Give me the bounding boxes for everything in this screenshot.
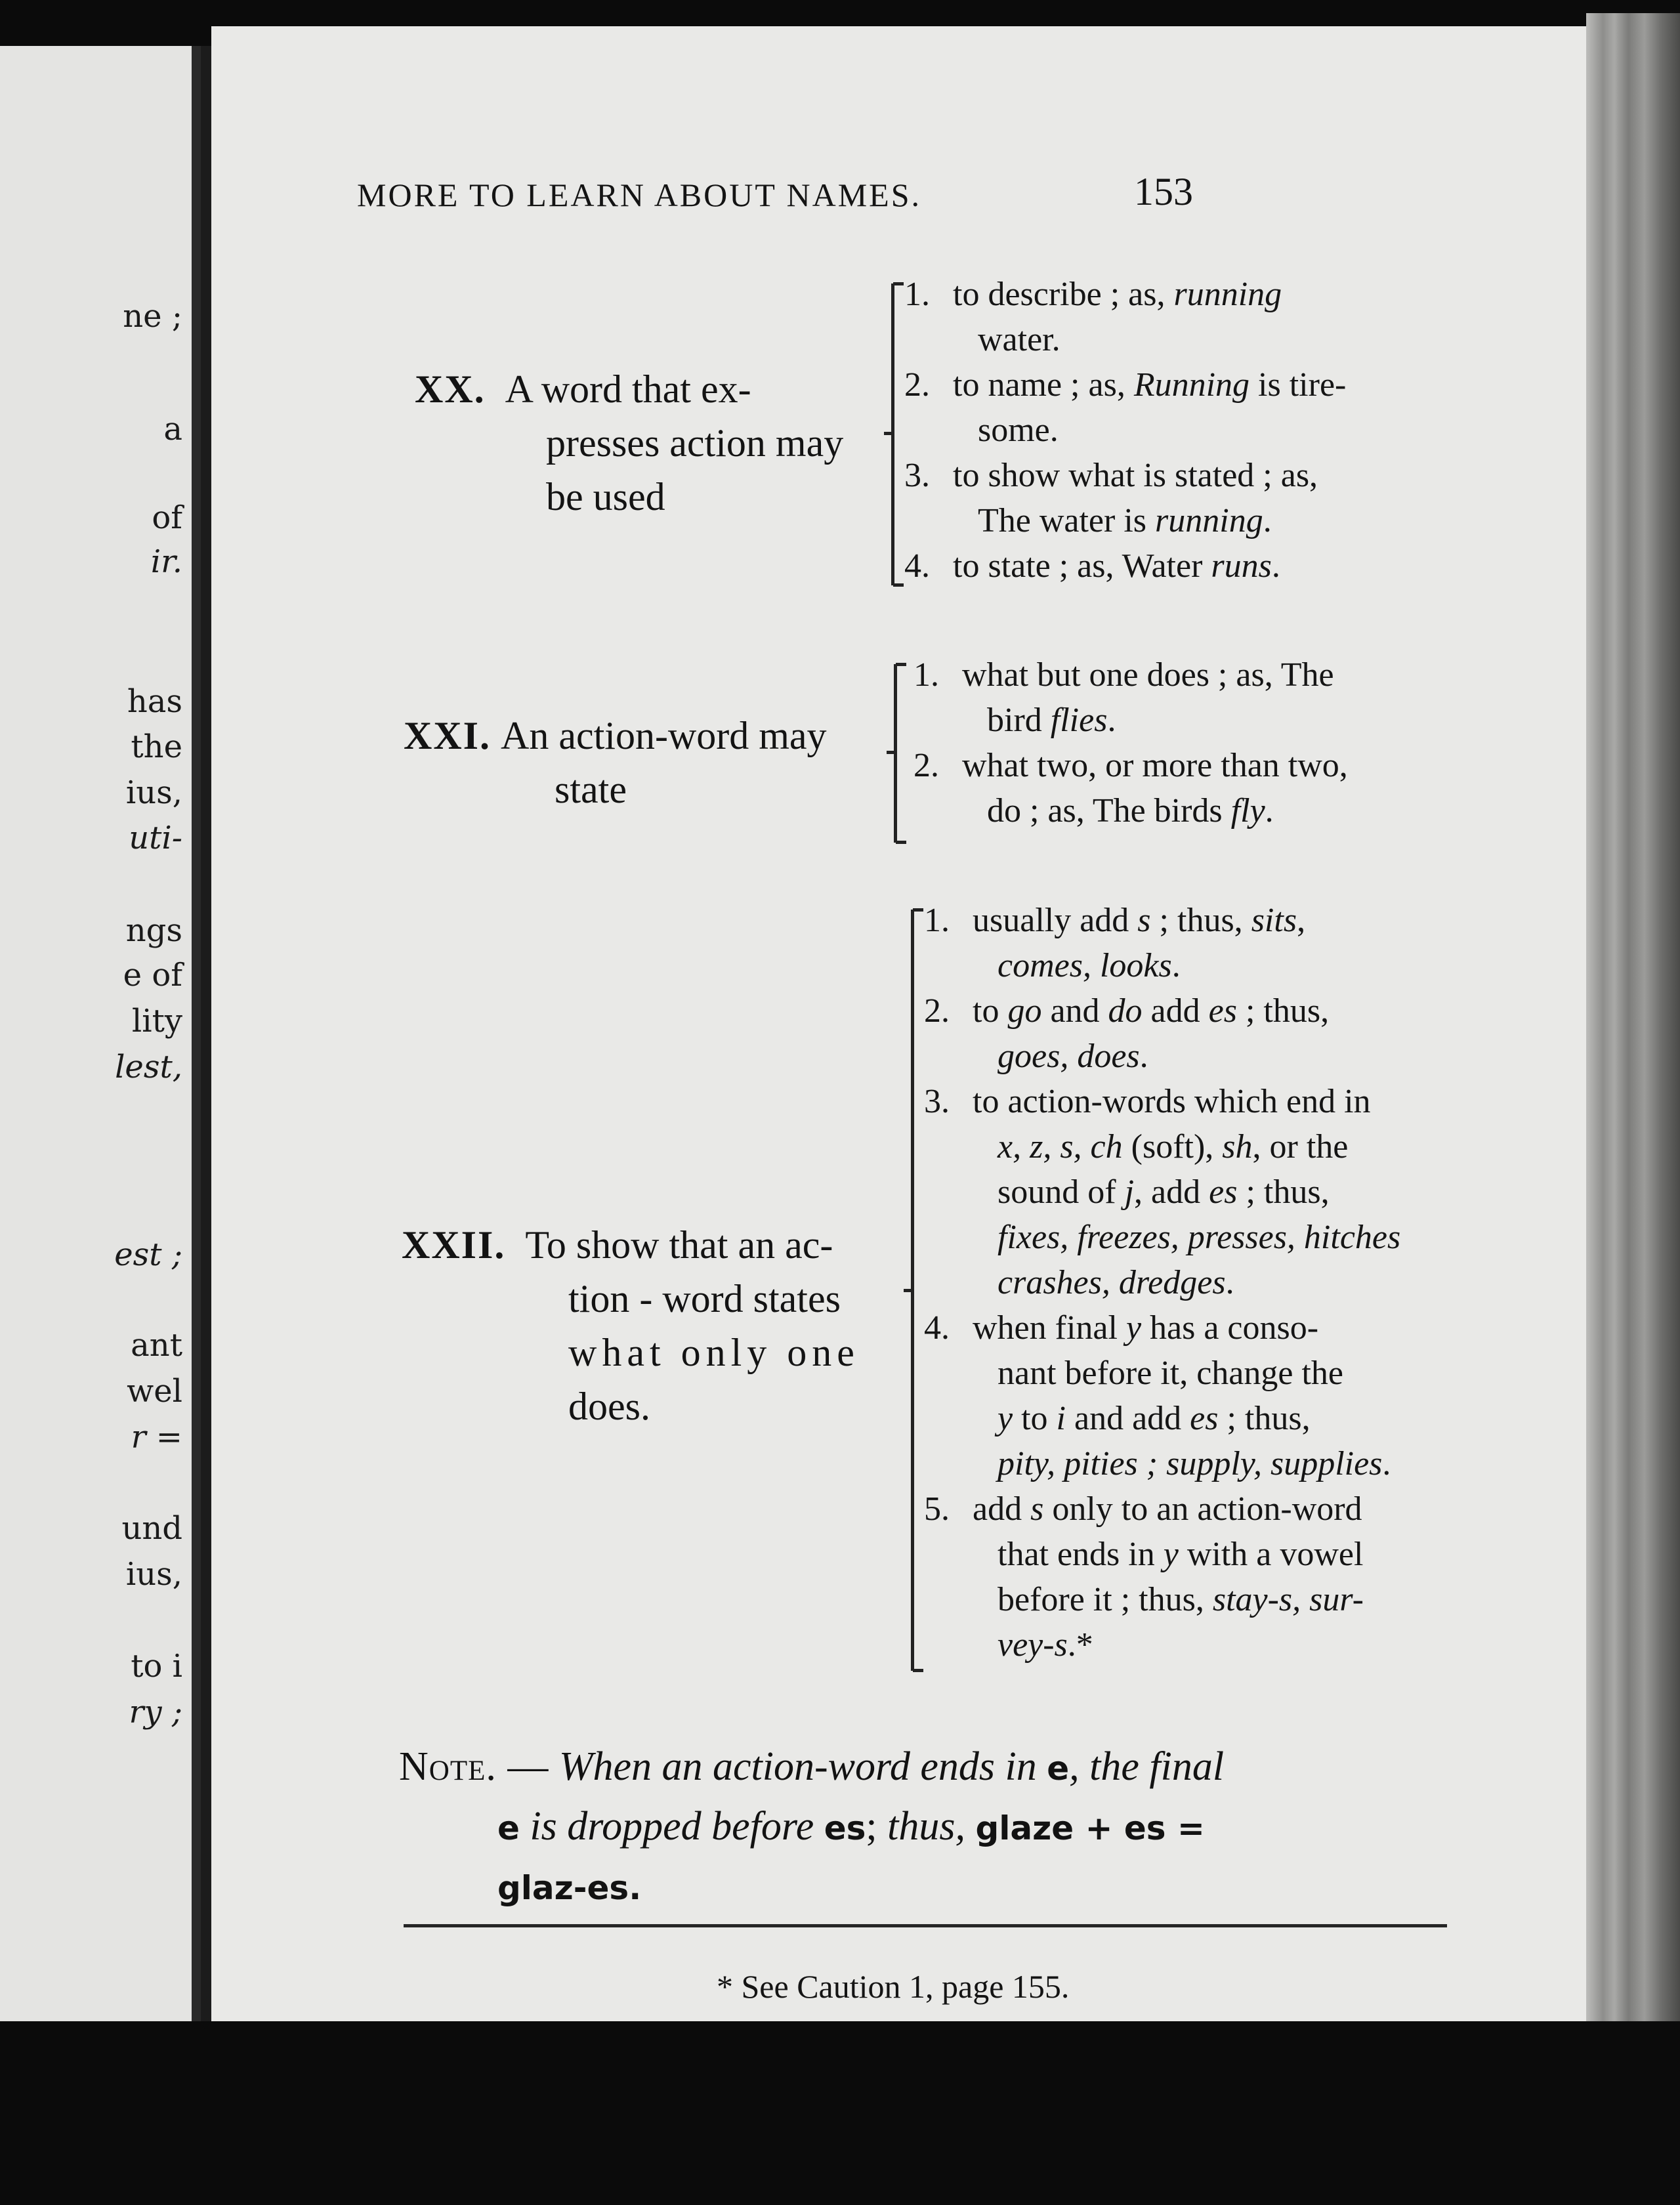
note-letter: e (1047, 1750, 1070, 1788)
rule-item-line: x, z, s, ch (soft), sh, or the (998, 1128, 1349, 1166)
page-edge (1586, 13, 1680, 2021)
rule-item-line (924, 1486, 1400, 1532)
rule-item-line: fixes, freezes, presses, hitches (998, 1219, 1401, 1256)
fragment: ius, (125, 1556, 182, 1593)
rule-xx-items (904, 272, 1346, 589)
item-text: to action-words which end in (973, 1083, 1371, 1120)
facing-page (0, 46, 201, 2021)
rule-text: does. (568, 1385, 650, 1428)
item-number: 4. (904, 547, 930, 585)
brace (891, 284, 894, 585)
footnote: * See Caution 1, page 155. (717, 1968, 1070, 2005)
fragment: ir. (150, 543, 182, 580)
item-text: to name ; as, Running is tire- (953, 366, 1347, 404)
item-number: 2. (904, 366, 930, 404)
fragment: lity (131, 1003, 182, 1040)
rule-item-line: do ; as, The birds fly. (987, 792, 1274, 830)
note-label: Note. — (399, 1744, 549, 1789)
rule-xxii-label (402, 1218, 860, 1433)
fragment: wel (127, 1373, 182, 1410)
footnote-rule (404, 1924, 1447, 1927)
note: Note. — When an action-word ends in e, the final e is dropped before es; thus, glaze + es = glaz-es. (399, 1744, 1225, 1907)
item-text: usually add s ; thus, sits, (973, 902, 1306, 939)
book-gutter (201, 46, 211, 2021)
item-number: 4. (924, 1309, 950, 1347)
rule-item-line (924, 1079, 1400, 1124)
rule-item-line: sound of j, add es ; thus, (998, 1173, 1330, 1211)
fragment: und (121, 1510, 182, 1547)
rule-item-line: The water is running. (978, 502, 1272, 539)
note-formula: glaze + es = (975, 1809, 1205, 1847)
rule-text: state (555, 768, 627, 811)
fragment: ne ; (123, 298, 182, 335)
rule-item-line (904, 272, 1346, 317)
item-number: 1. (904, 276, 930, 313)
fragment: to i (131, 1648, 182, 1685)
item-text: to describe ; as, running (953, 276, 1282, 313)
rule-item-line: vey-s.* (998, 1626, 1093, 1664)
note-text: is dropped before (530, 1804, 814, 1849)
rule-xx-label (415, 362, 843, 524)
fragment: a (163, 411, 182, 448)
rule-text: tion - word states (568, 1277, 841, 1320)
rule-item-line (914, 743, 1348, 788)
rule-item-line: some. (978, 411, 1059, 449)
rule-item-line (914, 652, 1348, 698)
rule-item-line: pity, pities ; supply, supplies. (998, 1445, 1391, 1482)
item-text: when final y has a conso- (973, 1309, 1319, 1347)
page-number: 153 (1134, 170, 1193, 213)
rule-item-line: before it ; thus, stay-s, sur- (998, 1581, 1364, 1618)
rule-item-line (924, 1305, 1400, 1351)
fragment: ry ; (129, 1694, 182, 1731)
note-text: When an action-word ends in (558, 1744, 1037, 1789)
rule-item-line (904, 453, 1346, 498)
fragment: lest, (115, 1049, 182, 1085)
rule-item-line (904, 362, 1346, 408)
rule-item-line (924, 988, 1400, 1034)
rule-xxii-items (924, 898, 1400, 1668)
item-number: 3. (904, 457, 930, 494)
note-text: thus, (887, 1804, 965, 1849)
item-number: 2. (924, 992, 950, 1030)
rule-item-line: that ends in y with a vowel (998, 1536, 1364, 1573)
fragment: ngs (125, 912, 182, 949)
item-number: 2. (914, 747, 939, 784)
item-text: to go and do add es ; thus, (973, 992, 1330, 1030)
note-formula: glaz-es. (497, 1869, 642, 1907)
fragment: ant (131, 1327, 182, 1364)
item-number: 3. (924, 1083, 950, 1120)
fragment: e of (123, 957, 182, 994)
note-suffix: es (824, 1809, 866, 1847)
rule-item-line (904, 543, 1346, 589)
item-text: to show what is stated ; as, (953, 457, 1318, 494)
note-text: the final (1089, 1744, 1225, 1789)
fragment: has (127, 683, 182, 720)
fragment: of (152, 499, 182, 536)
brace (911, 910, 914, 1671)
item-text: what two, or more than two, (962, 747, 1348, 784)
rule-text: A word that ex- (505, 368, 751, 411)
rule-number: XXII. (402, 1223, 506, 1267)
rule-item-line: bird flies. (987, 702, 1116, 739)
rule-item-line: comes, looks. (998, 947, 1181, 984)
fragment: ius, (125, 774, 182, 811)
fragment: the (131, 728, 182, 765)
rule-xxi-label (404, 709, 827, 816)
rule-text: what only one (568, 1331, 860, 1374)
item-number: 5. (924, 1490, 950, 1528)
fragment: uti- (129, 820, 182, 856)
note-letter: e (497, 1809, 520, 1847)
rule-text: presses action may (546, 421, 844, 465)
rule-xxi-items (914, 652, 1348, 833)
item-number: 1. (924, 902, 950, 939)
fragment: est ; (114, 1236, 182, 1273)
rule-text: To show that an ac- (525, 1223, 833, 1267)
item-text: add s only to an action-word (973, 1490, 1362, 1528)
running-header: MORE TO LEARN ABOUT NAMES. (357, 177, 922, 213)
item-number: 1. (914, 656, 939, 694)
rule-text: be used (546, 475, 665, 518)
rule-item-line: crashes, dredges. (998, 1264, 1234, 1301)
rule-number: XX. (415, 368, 486, 411)
rule-text: An action-word may (501, 714, 827, 757)
rule-item-line: water. (978, 321, 1060, 358)
fragment: r = (131, 1419, 182, 1456)
rule-item-line: nant before it, change the (998, 1354, 1343, 1392)
rule-item-line (924, 898, 1400, 943)
note-sep: ; (866, 1804, 877, 1849)
brace (894, 664, 897, 843)
rule-item-line: goes, does. (998, 1038, 1148, 1075)
rule-number: XXI. (404, 714, 492, 757)
item-text: to state ; as, Water runs. (953, 547, 1280, 585)
rule-item-line: y to i and add es ; thus, (998, 1400, 1311, 1437)
item-text: what but one does ; as, The (962, 656, 1334, 694)
